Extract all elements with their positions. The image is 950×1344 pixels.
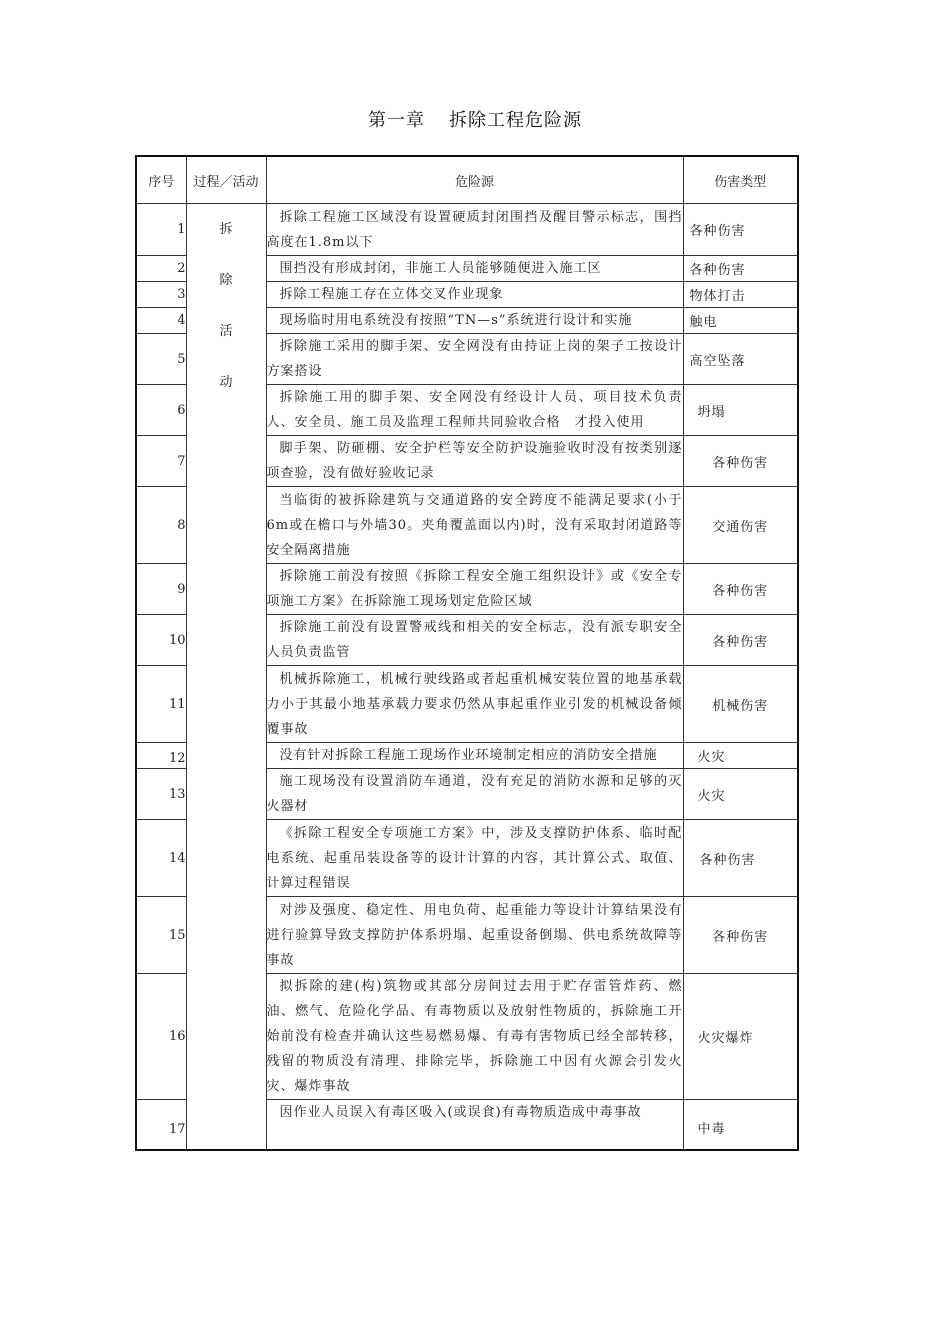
row-num: 10 — [136, 615, 186, 666]
activity-char: 拆 — [219, 222, 233, 237]
row-num: 5 — [136, 334, 186, 385]
row-num: 8 — [136, 487, 186, 564]
activity-char: 活 — [219, 324, 233, 339]
row-num: 12 — [136, 743, 186, 769]
hazard-text: 施工现场没有设置消防车通道，没有充足的消防水源和足够的灭火器材 — [266, 769, 683, 820]
row-num: 4 — [136, 308, 186, 334]
hazard-text: 围挡没有形成封闭，非施工人员能够随便进入施工区 — [266, 256, 683, 282]
activity-cell — [186, 204, 266, 1150]
table-row — [136, 204, 798, 256]
injury-type: 火灾爆炸 — [683, 974, 798, 1100]
header-num: 序号 — [136, 156, 186, 204]
injury-type: 交通伤害 — [683, 487, 798, 564]
injury-type: 触电 — [683, 308, 798, 334]
activity-char: 除 — [219, 273, 233, 288]
hazard-text: 因作业人员误入有毒区吸入(或误食)有毒物质造成中毒事故 — [266, 1100, 683, 1150]
row-num: 9 — [136, 564, 186, 615]
injury-type: 坍塌 — [683, 385, 798, 436]
injury-type: 各种伤害 — [683, 615, 798, 666]
row-num: 3 — [136, 282, 186, 308]
hazard-text: 当临街的被拆除建筑与交通道路的安全跨度不能满足要求(小于6m或在檐口与外墙30。夹角覆盖面以内)时，没有采取封闭道路等安全隔离措施 — [266, 487, 683, 564]
injury-type: 各种伤害 — [683, 204, 798, 256]
hazard-text: 拆除施工采用的脚手架、安全网没有由持证上岗的架子工按设计方案搭设 — [266, 334, 683, 385]
hazard-text: 拆除施工用的脚手架、安全网没有经设计人员、项目技术负责人、安全员、施工员及监理工程师共同验收合格 才投入使用 — [266, 385, 683, 436]
injury-type: 各种伤害 — [683, 436, 798, 487]
hazard-text: 拟拆除的建(构)筑物或其部分房间过去用于贮存雷管炸药、燃油、燃气、危险化学品、有毒物质以及放射性物质的，拆除施工开始前没有检查并确认这些易燃易爆、有毒有害物质已经全部转移，残留的物质没有清理、排除完毕，拆除施工中因有火源会引发火灾、爆炸事故 — [266, 974, 683, 1100]
injury-type: 各种伤害 — [683, 897, 798, 974]
hazard-table — [135, 155, 799, 1151]
header-row — [136, 156, 798, 204]
page-title — [0, 106, 950, 132]
row-num: 14 — [136, 820, 186, 897]
chapter-name: 拆除工程危险源 — [449, 110, 582, 131]
injury-type: 各种伤害 — [683, 256, 798, 282]
injury-type: 物体打击 — [683, 282, 798, 308]
injury-type: 高空坠落 — [683, 334, 798, 385]
header-activity: 过程／活动 — [186, 156, 266, 204]
injury-type: 机械伤害 — [683, 666, 798, 743]
hazard-text: 没有针对拆除工程施工现场作业环境制定相应的消防安全措施 — [266, 743, 683, 769]
hazard-text: 脚手架、防砸棚、安全护栏等安全防护设施验收时没有按类别逐项查验，没有做好验收记录 — [266, 436, 683, 487]
header-hazard: 危险源 — [266, 156, 683, 204]
injury-type: 各种伤害 — [683, 820, 798, 897]
row-num: 15 — [136, 897, 186, 974]
row-num: 13 — [136, 769, 186, 820]
row-num: 7 — [136, 436, 186, 487]
row-num: 16 — [136, 974, 186, 1100]
injury-type: 中毒 — [683, 1100, 798, 1150]
hazard-text: 拆除工程施工区域没有设置硬质封闭围挡及醒目警示标志，围挡高度在1.8m以下 — [266, 204, 683, 256]
injury-type: 各种伤害 — [683, 564, 798, 615]
hazard-text: 对涉及强度、稳定性、用电负荷、起重能力等设计计算结果没有进行验算导致支撑防护体系坍塌、起重设备倒塌、供电系统故障等事故 — [266, 897, 683, 974]
row-num: 2 — [136, 256, 186, 282]
row-num: 6 — [136, 385, 186, 436]
injury-type: 火灾 — [683, 743, 798, 769]
hazard-text: 《拆除工程安全专项施工方案》中，涉及支撑防护体系、临时配电系统、起重吊装设备等的设计计算的内容，其计算公式、取值、计算过程错误 — [266, 820, 683, 897]
header-type: 伤害类型 — [683, 156, 798, 204]
hazard-text: 现场临时用电系统没有按照“TN—s”系统进行设计和实施 — [266, 308, 683, 334]
row-num: 11 — [136, 666, 186, 743]
hazard-text: 拆除施工前没有设置警戒线和相关的安全标志，没有派专职安全人员负责监管 — [266, 615, 683, 666]
injury-type: 火灾 — [683, 769, 798, 820]
hazard-text: 机械拆除施工，机械行驶线路或者起重机械安装位置的地基承载力小于其最小地基承载力要求仍然从事起重作业引发的机械设备倾覆事故 — [266, 666, 683, 743]
row-num: 1 — [136, 204, 186, 256]
chapter-label: 第一章 — [368, 110, 425, 131]
hazard-text: 拆除工程施工存在立体交叉作业现象 — [266, 282, 683, 308]
row-num: 17 — [136, 1100, 186, 1150]
hazard-text: 拆除施工前没有按照《拆除工程安全施工组织设计》或《安全专项施工方案》在拆除施工现场划定危险区域 — [266, 564, 683, 615]
activity-char: 动 — [219, 375, 233, 390]
